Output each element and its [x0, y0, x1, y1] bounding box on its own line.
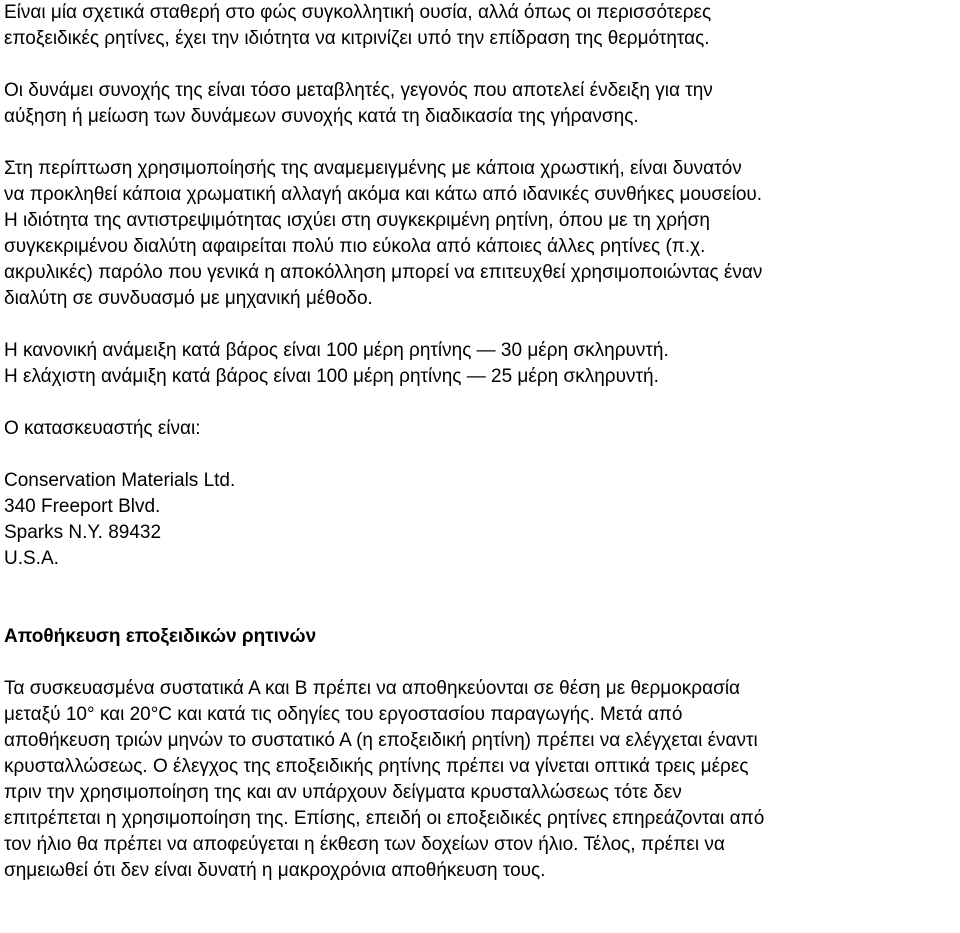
text-line: κρυσταλλώσεως. Ο έλεγχος της εποξειδικής ρητίνης πρέπει να γίνεται οπτικά τρεις μέρες	[4, 756, 749, 777]
text-line: Τα συσκευασμένα συστατικά Α και Β πρέπει να αποθηκεύονται σε θέση με θερμοκρασία	[4, 678, 741, 699]
address-line: 340 Freeport Blvd.	[4, 496, 161, 517]
paragraph-manufacturer-intro	[4, 416, 956, 442]
paragraph-pigment-reversibility	[4, 156, 956, 312]
text-line: Ο κατασκευαστής είναι:	[4, 418, 201, 439]
text-line: πριν την χρησιμοποίηση της και αν υπάρχουν δείγματα κρυσταλλώσεως τότε δεν	[4, 782, 682, 803]
paragraph-gap	[4, 572, 956, 598]
text-line: διαλύτη σε συνδυασμό με μηχανική μέθοδο.	[4, 288, 373, 309]
text-line: εποξειδικές ρητίνες, έχει την ιδιότητα να κιτρινίζει υπό την επίδραση της θερμότητας.	[4, 28, 710, 49]
text-line: ακρυλικές) παρόλο που γενικά η αποκόλληση μπορεί να επιτευχθεί χρησιμοποιώντας έναν	[4, 262, 763, 283]
paragraph-gap	[4, 130, 956, 156]
text-line: επιτρέπεται η χρησιμοποίηση της. Επίσης, επειδή οι εποξειδικές ρητίνες επηρεάζονται από	[4, 808, 765, 829]
paragraph-gap	[4, 442, 956, 468]
text-line: Η ιδιότητα της αντιστρεψιμότητας ισχύει στη συγκεκριμένη ρητίνη, όπου με τη χρήση	[4, 210, 710, 231]
text-line: να προκληθεί κάποια χρωματική αλλαγή ακόμα και κάτω από ιδανικές συνθήκες μουσείου.	[4, 184, 763, 205]
text-line: μεταξύ 10° και 20°C και κατά τις οδηγίες του εργοστασίου παραγωγής. Μετά από	[4, 704, 683, 725]
text-line: Η ελάχιστη ανάμιξη κατά βάρος είναι 100 μέρη ρητίνης — 25 μέρη σκληρυντή.	[4, 366, 659, 387]
paragraph-gap	[4, 650, 956, 676]
address-line: Conservation Materials Ltd.	[4, 470, 236, 491]
text-line: Είναι μία σχετικά σταθερή στο φώς συγκολλητική ουσία, αλλά όπως οι περισσότερες	[4, 2, 712, 23]
text-line: αύξηση ή μείωση των δυνάμεων συνοχής κατά τη διαδικασία της γήρανσης.	[4, 106, 639, 127]
text-line: συγκεκριμένου διαλύτη αφαιρείται πολύ πιο εύκολα από κάποιες άλλες ρητίνες (π.χ.	[4, 236, 706, 257]
text-line: σημειωθεί ότι δεν είναι δυνατή η μακροχρόνια αποθήκευση τους.	[4, 860, 546, 881]
address-line: U.S.A.	[4, 548, 59, 569]
paragraph-cohesion	[4, 78, 956, 130]
text-line: Στη περίπτωση χρησιμοποίησής της αναμεμειγμένης με κάποια χρωστική, είναι δυνατόν	[4, 158, 742, 179]
paragraph-mixing-ratio	[4, 338, 956, 390]
paragraph-gap	[4, 598, 956, 624]
paragraph-gap	[4, 390, 956, 416]
paragraph-gap	[4, 312, 956, 338]
manufacturer-address	[4, 468, 956, 572]
heading-text: Αποθήκευση εποξειδικών ρητινών	[4, 626, 317, 647]
address-line: Sparks N.Y. 89432	[4, 522, 162, 543]
text-line: αποθήκευση τριών μηνών το συστατικό Α (η εποξειδική ρητίνη) πρέπει να ελέγχεται έναντι	[4, 730, 758, 751]
text-line: Η κανονική ανάμειξη κατά βάρος είναι 100 μέρη ρητίνης — 30 μέρη σκληρυντή.	[4, 340, 669, 361]
text-line: τον ήλιο θα πρέπει να αποφεύγεται η έκθεση των δοχείων στον ήλιο. Τέλος, πρέπει να	[4, 834, 725, 855]
text-line: Οι δυνάμει συνοχής της είναι τόσο μεταβλητές, γεγονός που αποτελεί ένδειξη για την	[4, 80, 713, 101]
paragraph-gap	[4, 52, 956, 78]
paragraph-storage	[4, 676, 956, 884]
paragraph-light-stability	[4, 0, 956, 52]
document-page	[4, 0, 956, 884]
section-heading	[4, 624, 956, 650]
